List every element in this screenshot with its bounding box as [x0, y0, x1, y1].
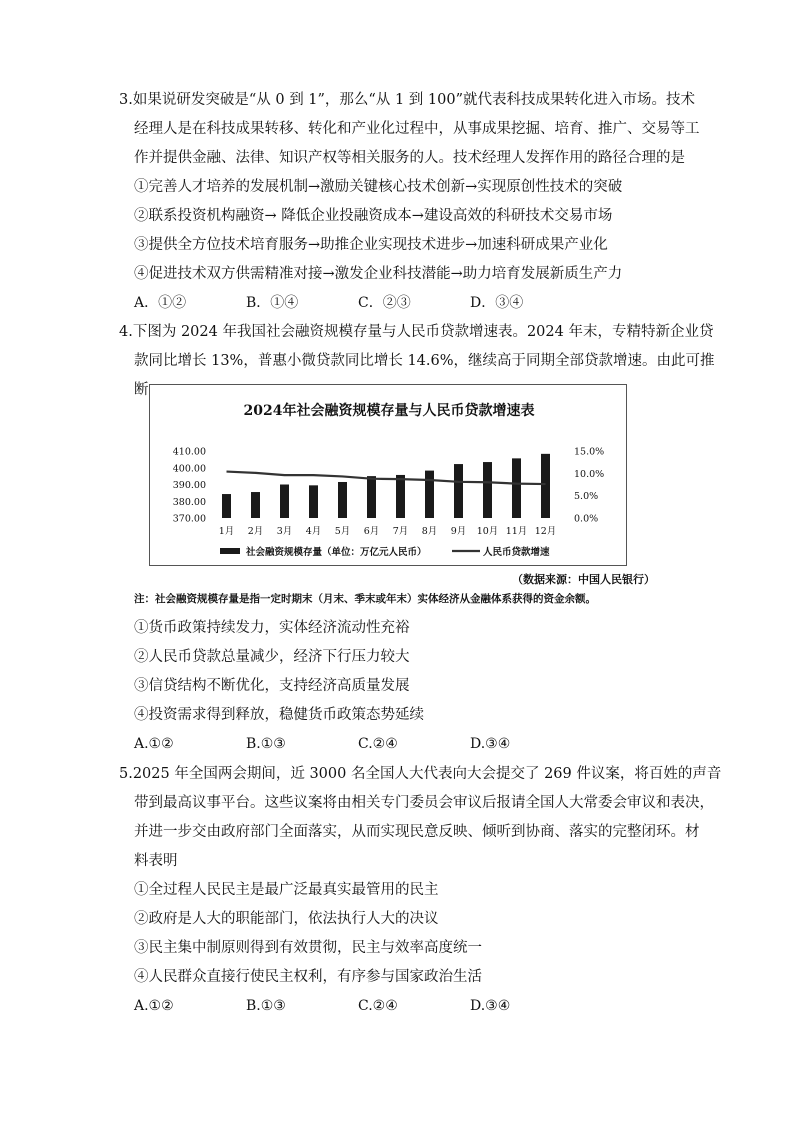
q4-item-4: ④投资需求得到释放，稳健货币政策态势延续 [134, 707, 424, 723]
q4-stem-line-2: 款同比增长 13%，普惠小微贷款同比增长 14.6%，继续高于同期全部贷款增速。由此可推 [134, 353, 715, 369]
q4-option-b[interactable]: B.①③ [246, 736, 286, 752]
legend-line-label: 人民币贷款增速 [483, 547, 550, 558]
q5-stem-line-1: 5.2025 年全国两会期间，近 3000 名全国人大代表向大会提交了 269 件议案，将百姓的声音 [119, 766, 722, 782]
x-tick-label: 11月 [505, 526, 528, 537]
q5-item-4: ④人民群众直接行使民主权利，有序参与国家政治生活 [134, 969, 482, 985]
q3-item-4: ④促进技术双方供需精准对接→激发企业科技潜能→助力培育发展新质生产力 [134, 266, 623, 282]
q3-item-1: ①完善人才培养的发展机制→激励关键核心技术创新→实现原创性技术的突破 [134, 179, 623, 195]
q5-stem-line-4: 料表明 [134, 853, 178, 869]
q5-stem-line-2: 带到最高议事平台。这些议案将由相关专门委员会审议后报请全国人大常委会审议和表决， [134, 795, 714, 811]
q3-option-b[interactable]: B．①④ [246, 295, 299, 311]
q5-stem-line-3: 并进一步交由政府部门全面落实，从而实现民意反映、倾听到协商、落实的完整闭环。材 [134, 824, 700, 840]
bar [280, 485, 289, 519]
legend-bar-swatch [220, 548, 240, 554]
chart-canvas [150, 385, 628, 567]
q5-item-2: ②政府是人大的职能部门，依法执行人大的决议 [134, 911, 439, 927]
chart-title: 2024年社会融资规模存量与人民币贷款增速表 [243, 403, 535, 419]
q4-options [134, 734, 694, 754]
x-tick-label: 4月 [305, 526, 322, 537]
x-tick-label: 9月 [450, 526, 467, 537]
q3-options [134, 293, 694, 313]
x-tick-label: 6月 [363, 526, 380, 537]
q4-item-2: ②人民币贷款总量减少，经济下行压力较大 [134, 649, 410, 665]
y-left-tick-label: 370.00 [172, 513, 206, 525]
bar [251, 492, 260, 518]
series-line [227, 472, 546, 485]
q5-option-d[interactable]: D.③④ [470, 998, 511, 1014]
x-tick-label: 8月 [421, 526, 438, 537]
q4-option-a[interactable]: A.①② [134, 736, 174, 752]
bar [454, 464, 463, 518]
q4-stem-line-1: 4.下图为 2024 年我国社会融资规模存量与人民币贷款增速表。2024 年末，专精特新企业贷 [119, 324, 714, 340]
y-right-tick-label: 0.0% [574, 513, 599, 525]
q3-option-d[interactable]: D．③④ [470, 295, 524, 311]
y-right-tick-label: 10.0% [574, 468, 605, 480]
y-left-tick-label: 410.00 [172, 446, 206, 458]
bar [309, 485, 318, 518]
bar [222, 494, 231, 518]
y-left-tick-label: 380.00 [172, 496, 206, 508]
bar [512, 458, 521, 518]
q5-option-a[interactable]: A.①② [134, 998, 174, 1014]
bar [338, 482, 347, 518]
y-right-tick-label: 5.0% [574, 491, 599, 503]
q4-item-1: ①货币政策持续发力，实体经济流动性充裕 [134, 620, 410, 636]
data-source: （数据来源：中国人民银行） [512, 573, 655, 586]
x-tick-label: 5月 [334, 526, 351, 537]
y-left-tick-label: 390.00 [172, 480, 206, 491]
q4-item-3: ③信贷结构不断优化，支持经济高质量发展 [134, 678, 410, 694]
q5-options [134, 996, 694, 1016]
y-right-tick-label: 15.0% [574, 446, 605, 458]
q3-stem-line-2: 经理人是在科技成果转移、转化和产业化过程中，从事成果挖掘、培育、推广、交易等工 [134, 121, 700, 137]
x-tick-label: 12月 [534, 526, 557, 537]
x-tick-label: 7月 [392, 526, 409, 537]
chart-note: 注：社会融资规模存量是指一定时期末（月末、季末或年末）实体经济从金融体系获得的资金余额。 [134, 593, 596, 605]
bar [541, 454, 550, 518]
q5-option-b[interactable]: B.①③ [246, 998, 286, 1014]
q5-option-c[interactable]: C.②④ [358, 998, 398, 1014]
bar [425, 471, 434, 518]
q3-item-3: ③提供全方位技术培育服务→助推企业实现技术进步→加速科研成果产业化 [134, 237, 608, 253]
x-tick-label: 1月 [218, 526, 235, 537]
q5-item-1: ①全过程人民民主是最广泛最真实最管用的民主 [134, 882, 439, 898]
q3-stem-line-3: 作并提供金融、法律、知识产权等相关服务的人。技术经理人发挥作用的路径合理的是 [134, 150, 685, 166]
loan-chart [149, 384, 627, 566]
y-left-tick-label: 400.00 [172, 463, 206, 475]
q3-option-c[interactable]: C．②③ [358, 295, 411, 311]
x-tick-label: 3月 [276, 526, 293, 537]
legend-bar-label: 社会融资规模存量（单位：万亿元人民币） [246, 547, 427, 558]
x-tick-label: 10月 [476, 526, 499, 537]
bar [396, 475, 405, 518]
x-tick-label: 2月 [247, 526, 264, 537]
bar [483, 462, 492, 518]
q4-stem-line-3: 断 [134, 382, 149, 398]
q3-option-a[interactable]: A．①② [134, 295, 187, 311]
bar [367, 476, 376, 518]
q3-stem-line-1: 3.如果说研发突破是“从 0 到 1”，那么“从 1 到 100”就代表科技成果转化进入市场。技术 [119, 92, 695, 108]
q3-item-2: ②联系投资机构融资→ 降低企业投融资成本→建设高效的科研技术交易市场 [134, 208, 613, 224]
q4-option-c[interactable]: C.②④ [358, 736, 398, 752]
q5-item-3: ③民主集中制原则得到有效贯彻，民主与效率高度统一 [134, 940, 482, 956]
q4-option-d[interactable]: D.③④ [470, 736, 511, 752]
